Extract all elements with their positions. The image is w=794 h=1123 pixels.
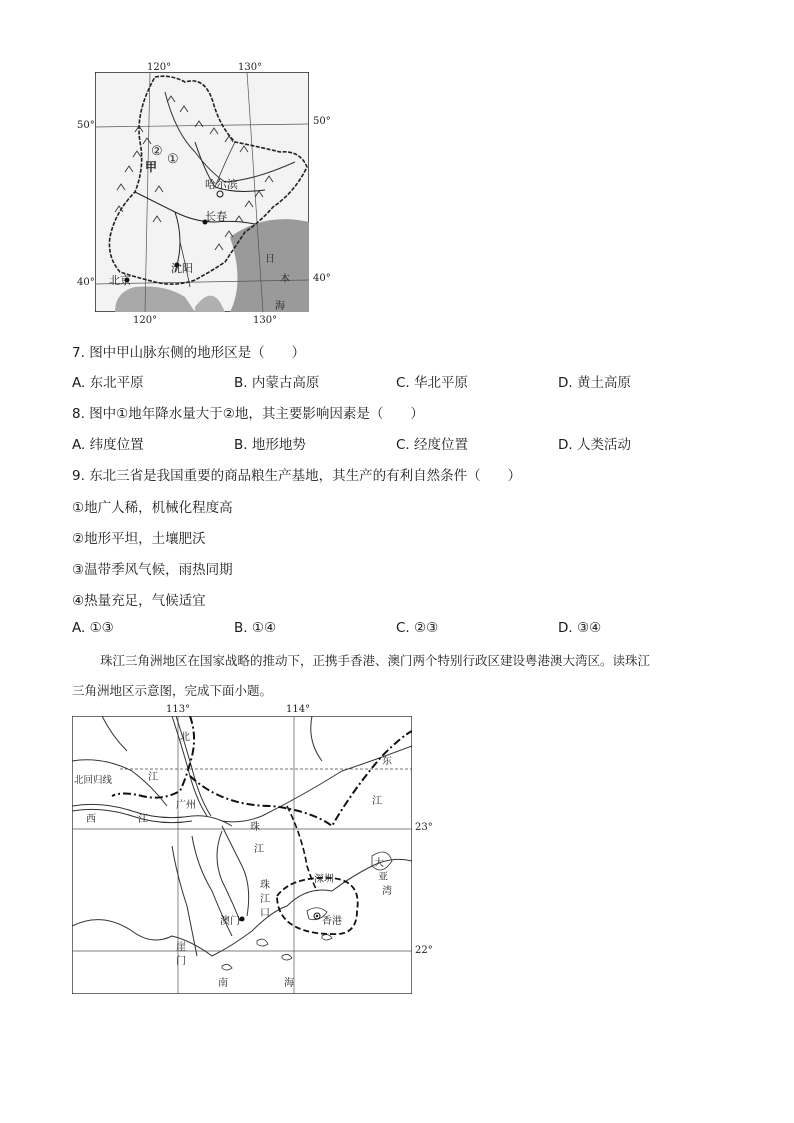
lat-40-left-label: 40°: [77, 277, 95, 288]
bei-jiang-jiang-label: 江: [148, 772, 158, 783]
zhujiangkou-jiang-label: 江: [260, 894, 270, 905]
question-8-option-c[interactable]: C. 经度位置: [396, 437, 469, 453]
question-7-option-c[interactable]: C. 华北平原: [396, 375, 469, 391]
changchun-label: 长春: [205, 210, 227, 223]
question-7-text: 图中甲山脉东侧的地形区是（ ）: [89, 345, 306, 361]
nanhai-hai-label: 海: [284, 978, 294, 989]
zhu-jiang-jiang-label: 江: [254, 844, 264, 855]
sea-hai-label: 海: [275, 301, 285, 312]
question-9-number: 9.: [72, 468, 85, 484]
lat-40-right-label: 40°: [313, 273, 331, 284]
question-9-statement-4: ④热量充足，气候适宜: [72, 593, 206, 609]
question-9-text: 东北三省是我国重要的商品粮生产基地，其生产的有利自然条件（ ）: [89, 468, 522, 484]
hongkong-label: 香港: [322, 916, 342, 927]
question-8-number: 8.: [72, 406, 85, 422]
lat-23-label: 23°: [415, 822, 433, 833]
passage: [72, 646, 722, 706]
dong-jiang-dong-label: 东: [382, 756, 392, 767]
yamen-men-label: 门: [176, 956, 186, 967]
prd-map-svg: [72, 716, 412, 994]
lat-50-right-label: 50°: [313, 116, 331, 127]
question-8-option-a[interactable]: A. 纬度位置: [72, 437, 144, 453]
nanhai-nan-label: 南: [218, 978, 228, 989]
question-8-text: 图中①地年降水量大于②地，其主要影响因素是（ ）: [89, 406, 424, 422]
zhu-jiang-zhu-label: 珠: [250, 822, 260, 833]
pearl-river-delta-map: [72, 704, 433, 994]
da-ya-wan-ya-label: 亚: [378, 872, 388, 883]
bei-jiang-bei-label: 北: [180, 732, 190, 743]
question-9-statement-3: ③温带季风气候，雨热同期: [72, 562, 233, 578]
lon-113-label: 113°: [166, 704, 191, 715]
lon-130-top-label: 130°: [238, 62, 263, 73]
question-9-option-d[interactable]: D. ③④: [558, 620, 602, 636]
northeast-china-map: [77, 62, 331, 326]
question-8-option-b[interactable]: B. 地形地势: [234, 437, 306, 453]
passage-line-2: 三角洲地区示意图，完成下面小题。: [72, 683, 273, 698]
xi-jiang-jiang-label: 江: [138, 814, 148, 825]
dong-jiang-jiang-label: 江: [372, 796, 382, 807]
marker-2-label: ②: [151, 144, 163, 159]
beijing-label: 北京: [109, 274, 131, 287]
question-8-option-d[interactable]: D. 人类活动: [558, 437, 631, 453]
sea-ben-label: 本: [280, 274, 290, 285]
zhujiangkou-kou-label: 口: [260, 908, 270, 919]
yamen-ya-label: 崖: [176, 942, 186, 953]
macao-label: 澳门: [220, 916, 240, 927]
da-ya-wan-wan-label: 湾: [382, 886, 392, 897]
lon-120-top-label: 120°: [147, 62, 172, 73]
question-9: [72, 464, 521, 484]
tropic-of-cancer-label: 北回归线: [74, 775, 113, 786]
lon-130-bottom-label: 130°: [253, 315, 278, 326]
question-9-statement-2: ②地形平坦，土壤肥沃: [72, 531, 206, 547]
da-ya-wan-da-label: 大: [374, 858, 384, 869]
lon-114-label: 114°: [286, 704, 311, 715]
question-9-option-c[interactable]: C. ②③: [396, 620, 439, 636]
question-7-number: 7.: [72, 345, 85, 361]
sea-ri-label: 日: [265, 254, 275, 265]
question-7: [72, 341, 305, 361]
passage-line-1: 珠江三角洲地区在国家战略的推动下，正携手香港、澳门两个特别行政区建设粤港澳大湾区。读珠江: [100, 653, 651, 668]
question-7-option-b[interactable]: B. 内蒙古高原: [234, 375, 320, 391]
marker-1-label: ①: [167, 152, 179, 167]
question-9-statement-1: ①地广人稀，机械化程度高: [72, 500, 233, 516]
question-8: [72, 402, 424, 422]
lat-50-left-label: 50°: [77, 120, 95, 131]
shenzhen-label: 深圳: [314, 874, 334, 885]
lon-120-bottom-label: 120°: [133, 315, 158, 326]
zhujiangkou-zhu-label: 珠: [260, 880, 270, 891]
question-9-option-b[interactable]: B. ①④: [234, 620, 277, 636]
question-7-option-a[interactable]: A. 东北平原: [72, 375, 144, 391]
xi-jiang-xi-label: 西: [86, 814, 96, 825]
harbin-label: 哈尔滨: [205, 178, 238, 191]
question-7-option-d[interactable]: D. 黄土高原: [558, 375, 631, 391]
lat-22-label: 22°: [415, 945, 433, 956]
jia-label: 甲: [145, 160, 158, 174]
shenyang-label: 沈阳: [171, 262, 193, 275]
question-9-option-a[interactable]: A. ①③: [72, 620, 114, 636]
guangzhou-label: 广州: [176, 800, 196, 811]
